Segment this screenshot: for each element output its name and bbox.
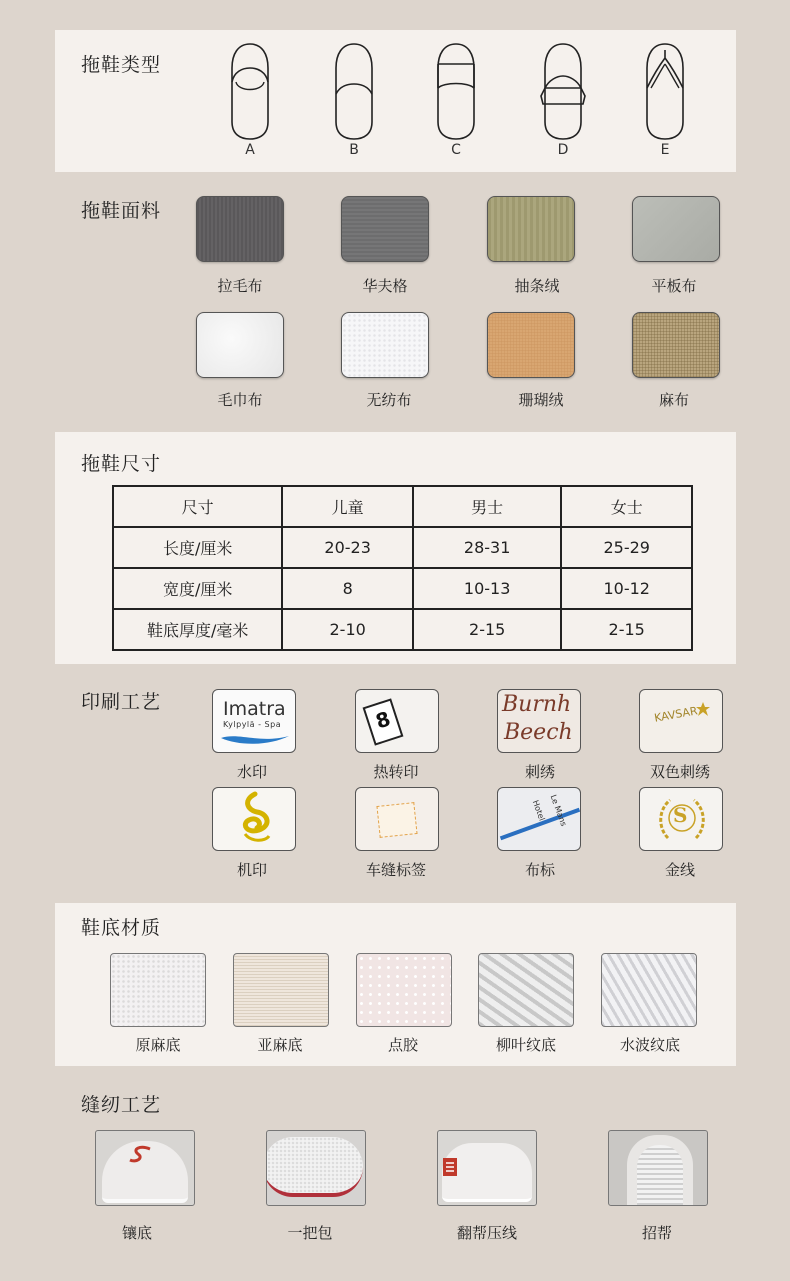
table-cell: 28-31: [413, 527, 561, 568]
star-icon: [696, 702, 710, 716]
table-cell: 长度/厘米: [113, 527, 282, 568]
table-header-cell: 男士: [413, 486, 561, 527]
section-title: 缝纫工艺: [81, 1094, 162, 1116]
dragon-emblem-icon: [225, 790, 285, 848]
fabric-swatch-linen: [632, 312, 720, 378]
type-letter: A: [245, 142, 255, 158]
table-cell: 鞋底厚度/毫米: [113, 609, 282, 650]
sole-label: 原麻底: [135, 1036, 181, 1054]
slipper-types-panel: [55, 30, 736, 172]
section-title: 印刷工艺: [81, 691, 162, 713]
fabric-swatch-brushed: [196, 196, 284, 262]
fabric-swatch-waffle: [341, 196, 429, 262]
table-cell: 宽度/厘米: [113, 568, 282, 609]
print-sample-sewn-label: [355, 787, 439, 851]
print-label: 热转印: [373, 763, 419, 781]
fabric-label: 珊瑚绒: [518, 391, 564, 409]
print-label: 机印: [236, 861, 267, 879]
fabric-label: 平板布: [651, 277, 697, 295]
print-label: 双色刺绣: [649, 763, 710, 781]
slipper-type-b-icon: [332, 42, 376, 142]
print-sample-fabric-label: [497, 787, 581, 851]
sewing-sample-folded-upper: [437, 1130, 537, 1206]
print-label: 水印: [236, 763, 267, 781]
sewing-label: 一把包: [287, 1224, 333, 1242]
print-label: 金线: [664, 861, 695, 879]
table-header-row: [113, 486, 692, 527]
section-title: 拖鞋类型: [81, 54, 162, 76]
slipper-type-e-icon: [643, 42, 687, 142]
print-label: 布标: [524, 861, 555, 879]
fabric-swatch-plain: [632, 196, 720, 262]
table-cell: 10-12: [561, 568, 692, 609]
embroidery-text: Beech: [504, 720, 573, 745]
fabric-swatch-coral-fleece: [487, 312, 575, 378]
sole-materials-panel: [55, 903, 736, 1066]
slipper-body: [266, 1137, 363, 1197]
print-sample-gold-thread: [639, 787, 723, 851]
sole-label: 点胶: [387, 1036, 418, 1054]
embroidery-text: Burnh: [502, 692, 572, 717]
sole-label: 柳叶纹底: [495, 1036, 556, 1054]
print-sample-machine-print: [212, 787, 296, 851]
fabric-swatch-nonwoven: [341, 312, 429, 378]
table-cell: 25-29: [561, 527, 692, 568]
slipper-type-c-icon: [434, 42, 478, 142]
fabric-label: 无纺布: [366, 391, 412, 409]
table-row: [113, 568, 692, 609]
fabric-swatch-towel: [196, 312, 284, 378]
sole-sample-raw-linen: [110, 953, 206, 1027]
table-cell: 8: [282, 568, 413, 609]
table-row: [113, 527, 692, 568]
logo-mark-icon: [442, 1157, 458, 1177]
table-cell: 2-15: [413, 609, 561, 650]
size-table: [112, 485, 693, 651]
fabric-label: 毛巾布: [217, 391, 263, 409]
sole-sample-dot-glue: [356, 953, 452, 1027]
sewing-sample-strap-upper: [608, 1130, 708, 1206]
logo-subtext: Kylpylä - Spa: [223, 720, 282, 729]
type-letter: E: [660, 142, 670, 158]
section-title: 鞋底材质: [81, 917, 162, 939]
sewing-label: 招帮: [641, 1224, 672, 1242]
fabric-swatch-corduroy: [487, 196, 575, 262]
embroidery-text: KAVSAR: [653, 704, 699, 725]
slipper-type-a-icon: [228, 42, 272, 142]
table-row: [113, 609, 692, 650]
sewing-label: 翻帮压线: [456, 1224, 517, 1242]
type-letter: B: [349, 142, 359, 158]
section-title: 拖鞋尺寸: [81, 453, 162, 475]
sole-label: 亚麻底: [257, 1036, 303, 1054]
type-letter: C: [451, 142, 461, 158]
print-sample-heat-transfer: [355, 689, 439, 753]
print-sample-watermark: [212, 689, 296, 753]
table-cell: 10-13: [413, 568, 561, 609]
table-header-cell: 尺寸: [113, 486, 282, 527]
logo-s-icon: [126, 1145, 156, 1165]
sewing-sample-one-piece-wrap: [266, 1130, 366, 1206]
table-cell: 20-23: [282, 527, 413, 568]
print-sample-embroidery: [497, 689, 581, 753]
table-cell: 2-15: [561, 609, 692, 650]
section-title: 拖鞋面料: [81, 200, 162, 222]
monogram: S: [673, 803, 688, 827]
sole-sample-linen: [233, 953, 329, 1027]
sewing-sample-inset-sole: [95, 1130, 195, 1206]
sole-label: 水波纹底: [619, 1036, 680, 1054]
fabric-label: 拉毛布: [217, 277, 263, 295]
fabric-label: 华夫格: [362, 277, 408, 295]
sizes-panel: [55, 432, 736, 664]
tag-number: 8: [372, 706, 394, 734]
waffle-insole: [637, 1145, 683, 1205]
label-text: Hotel: [530, 798, 547, 823]
logo-text: Imatra: [223, 698, 286, 720]
fabric-label: 麻布: [658, 391, 689, 409]
table-header-cell: 女士: [561, 486, 692, 527]
sewing-label: 镶底: [121, 1224, 152, 1242]
print-label: 车缝标签: [365, 861, 426, 879]
table-header-cell: 儿童: [282, 486, 413, 527]
print-sample-two-color-embroidery: [639, 689, 723, 753]
sole-sample-water-wave: [601, 953, 697, 1027]
label-text: Le Mans: [548, 793, 569, 828]
sewn-tag: [376, 802, 417, 838]
print-label: 刺绣: [524, 763, 555, 781]
type-letter: D: [557, 142, 569, 158]
fabric-label: 抽条绒: [514, 277, 560, 295]
slipper-type-d-icon: [539, 42, 587, 142]
wave-icon: [219, 730, 291, 746]
table-cell: 2-10: [282, 609, 413, 650]
sole-sample-willow-leaf: [478, 953, 574, 1027]
